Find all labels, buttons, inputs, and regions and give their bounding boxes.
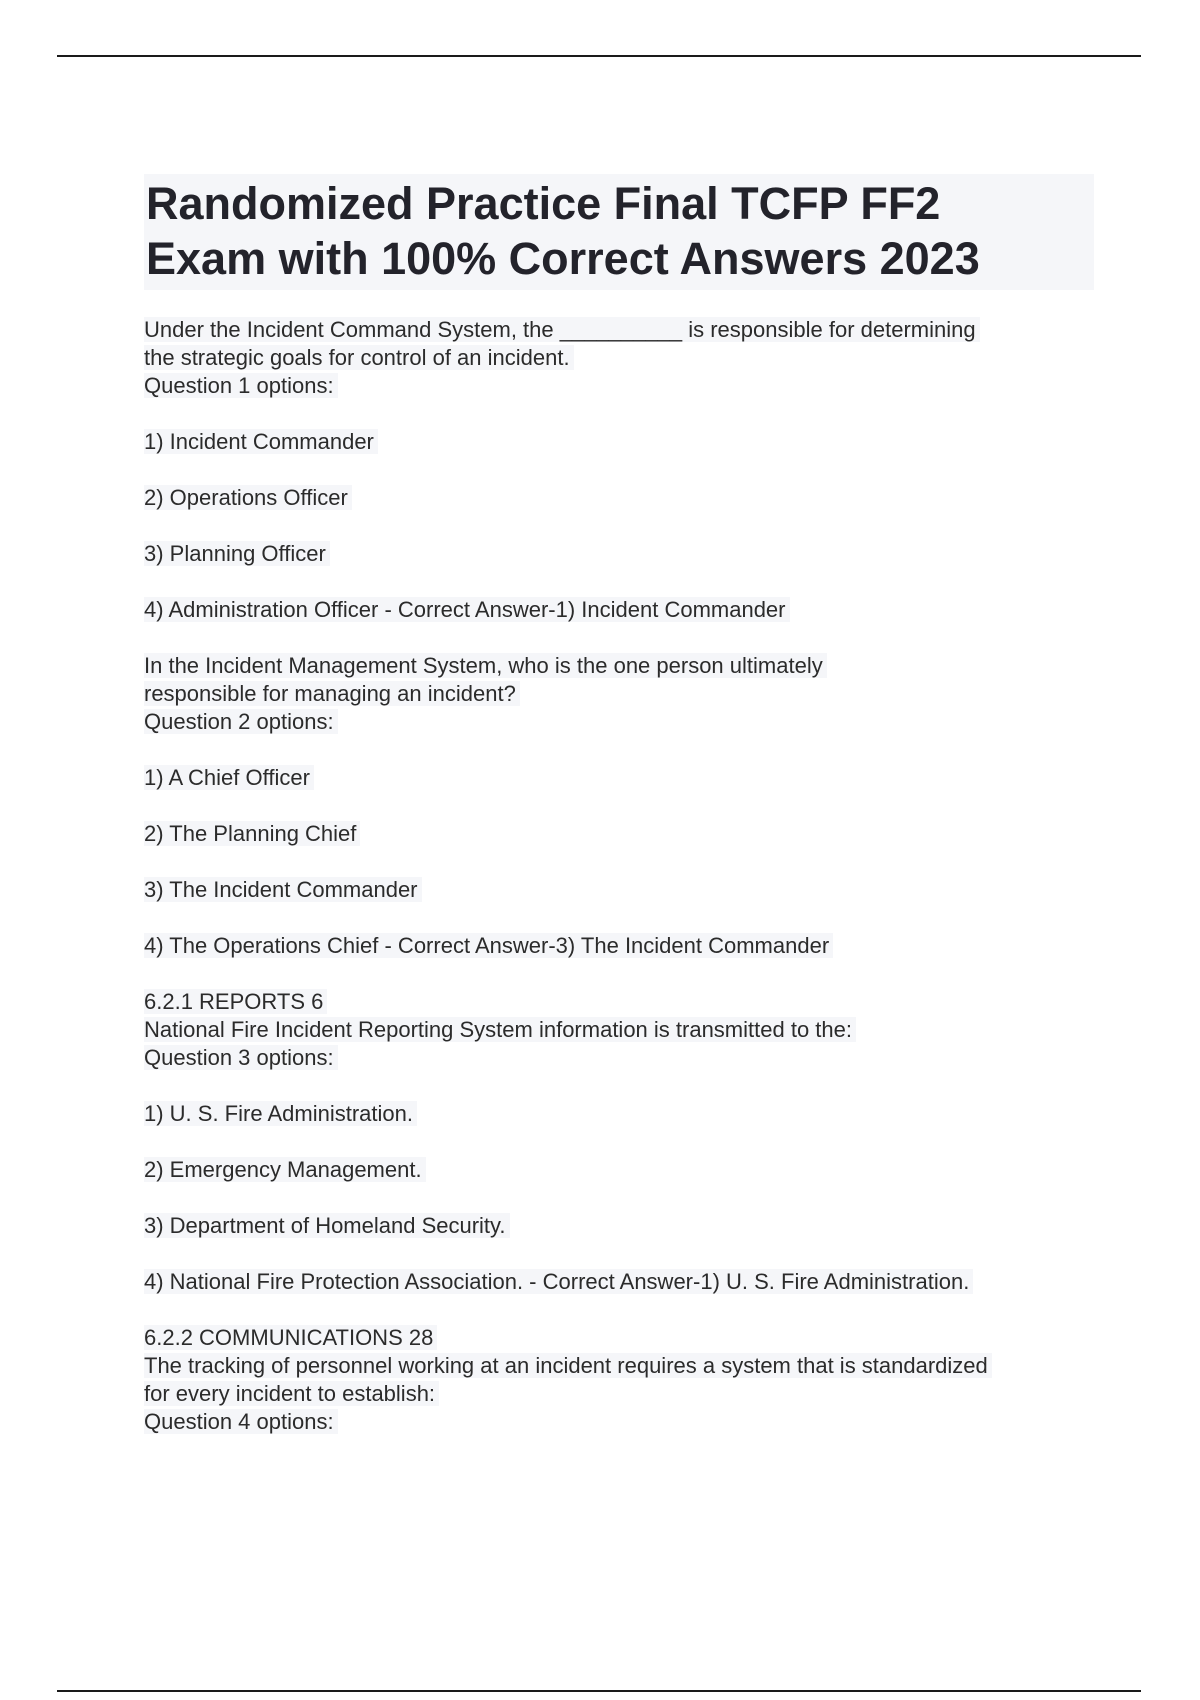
question-stem xyxy=(144,1324,1094,1436)
option-item-with-answer: 4) National Fire Protection Association. - Correct Answer-1) U. S. Fire Administration. xyxy=(144,1268,1094,1296)
top-rule xyxy=(57,55,1141,57)
options-heading: Question 1 options: xyxy=(144,373,338,398)
question-stem xyxy=(144,652,1094,736)
question-3 xyxy=(144,988,1094,1296)
stem-line: The tracking of personnel working at an incident requires a system that is standardized xyxy=(144,1353,992,1378)
options-heading: Question 4 options: xyxy=(144,1409,338,1434)
options-heading: Question 2 options: xyxy=(144,709,338,734)
option-item: 3) The Incident Commander xyxy=(144,876,1094,904)
stem-line: Under the Incident Command System, the __________ is responsible for determining xyxy=(144,317,980,342)
question-1 xyxy=(144,316,1094,624)
stem-line: the strategic goals for control of an incident. xyxy=(144,345,574,370)
stem-line: responsible for managing an incident? xyxy=(144,681,520,706)
section-heading: 6.2.2 COMMUNICATIONS 28 xyxy=(144,1325,437,1350)
option-item: 1) U. S. Fire Administration. xyxy=(144,1100,1094,1128)
option-item-with-answer: 4) The Operations Chief - Correct Answer-3) The Incident Commander xyxy=(144,932,1094,960)
title-block xyxy=(144,174,1094,290)
question-2 xyxy=(144,652,1094,960)
document-title xyxy=(146,176,1094,286)
option-item: 2) Emergency Management. xyxy=(144,1156,1094,1184)
option-item: 2) Operations Officer xyxy=(144,484,1094,512)
question-4 xyxy=(144,1324,1094,1436)
section-heading: 6.2.1 REPORTS 6 xyxy=(144,989,327,1014)
option-item: 3) Department of Homeland Security. xyxy=(144,1212,1094,1240)
options-heading: Question 3 options: xyxy=(144,1045,338,1070)
title-line-1: Randomized Practice Final TCFP FF2 xyxy=(146,178,941,229)
question-stem xyxy=(144,316,1094,400)
question-stem xyxy=(144,988,1094,1072)
stem-line: National Fire Incident Reporting System information is transmitted to the: xyxy=(144,1017,856,1042)
option-item: 3) Planning Officer xyxy=(144,540,1094,568)
stem-line: In the Incident Management System, who is the one person ultimately xyxy=(144,653,827,678)
option-item: 1) Incident Commander xyxy=(144,428,1094,456)
option-item: 1) A Chief Officer xyxy=(144,764,1094,792)
title-line-2: Exam with 100% Correct Answers 2023 xyxy=(146,233,980,284)
bottom-rule xyxy=(57,1690,1141,1692)
option-item: 2) The Planning Chief xyxy=(144,820,1094,848)
document-body xyxy=(144,174,1094,1464)
option-item-with-answer: 4) Administration Officer - Correct Answer-1) Incident Commander xyxy=(144,596,1094,624)
stem-line: for every incident to establish: xyxy=(144,1381,439,1406)
